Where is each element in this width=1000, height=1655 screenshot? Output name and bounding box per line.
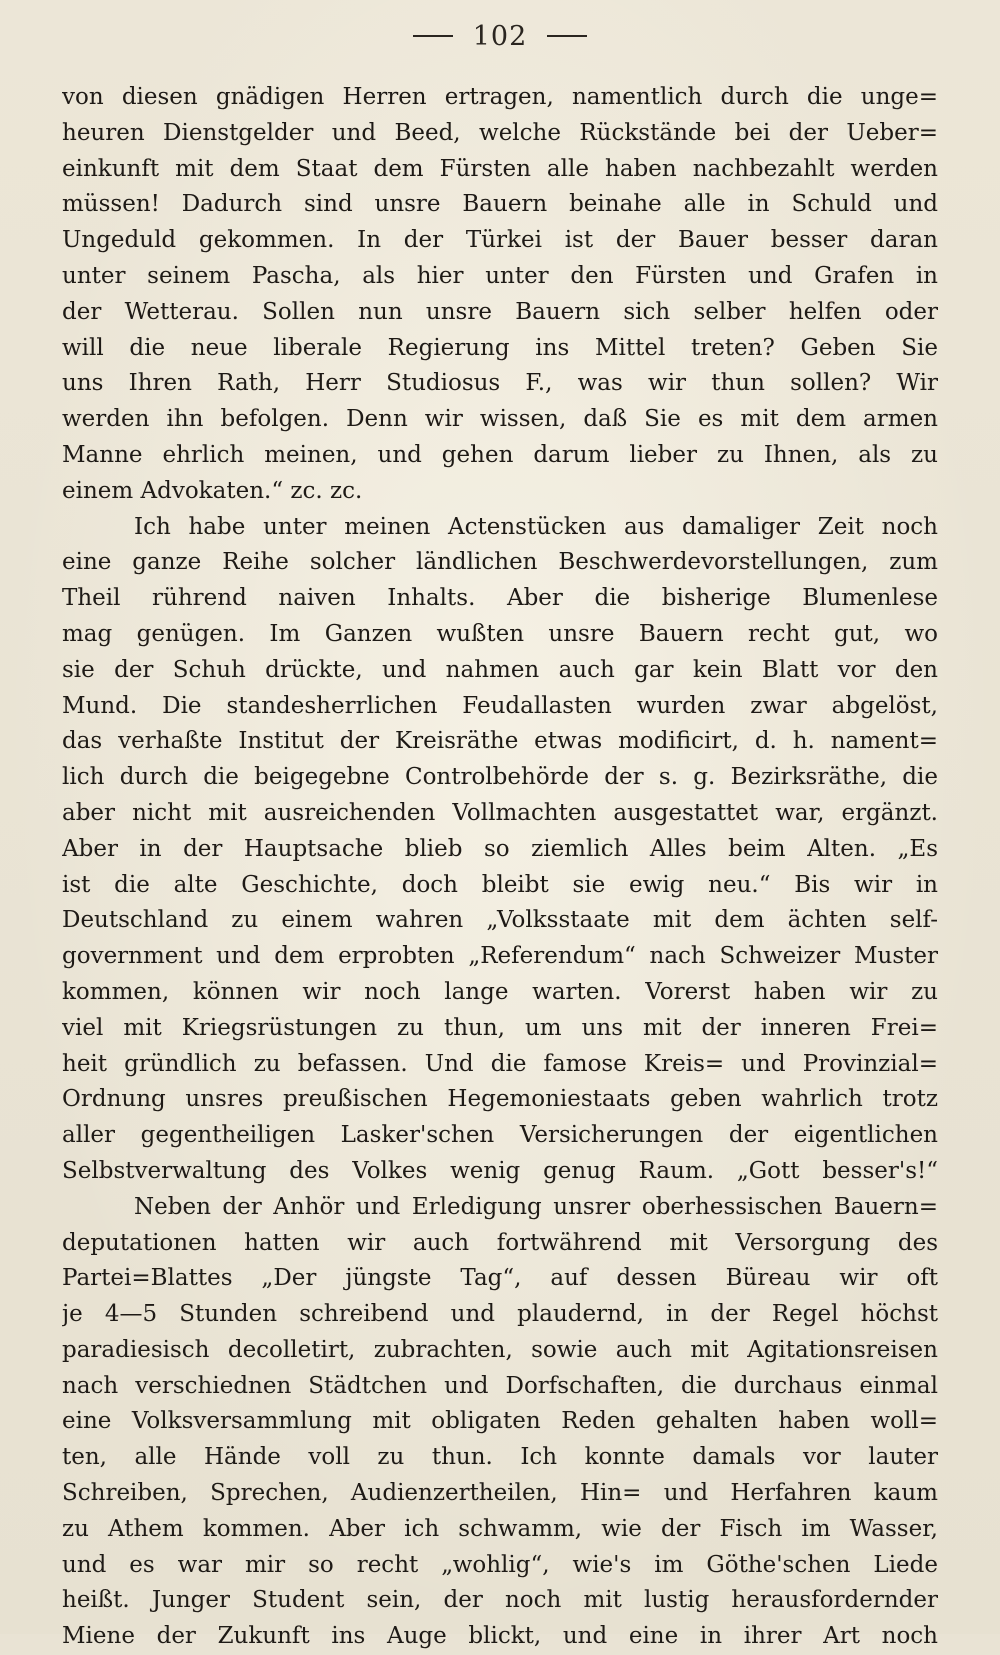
text-line: uns Ihren Rath, Herr Studiosus F., was wir thun sollen? Wir	[62, 370, 938, 397]
text-line: Partei=Blattes „Der jüngste Tag“, auf dessen Büreau wir oft	[62, 1265, 938, 1292]
page-header	[0, 14, 1000, 58]
text-line: Manne ehrlich meinen, und gehen darum lieber zu Ihnen, als zu	[62, 441, 938, 468]
text-line: paradiesisch decolletirt, zubrachten, sowie auch mit Agitationsreisen	[62, 1336, 938, 1363]
text-line: unter seinem Pascha, als hier unter den Fürsten und Grafen in	[62, 262, 938, 289]
text-line: müssen! Dadurch sind unsre Bauern beinahe alle in Schuld und	[62, 191, 938, 218]
page-number: 102	[472, 20, 528, 52]
text-line: werden ihn befolgen. Denn wir wissen, daß Sie es mit dem armen	[62, 406, 938, 433]
text-line: Miene der Zukunft ins Auge blickt, und eine in ihrer Art noch	[62, 1623, 938, 1650]
text-line: Ungeduld gekommen. In der Türkei ist der Bauer besser daran	[62, 227, 938, 254]
text-line: je 4—5 Stunden schreibend und plaudernd, in der Regel höchst	[62, 1301, 938, 1328]
text-line: einem Advokaten.“ zc. zc.	[62, 477, 363, 504]
text-line: viel mit Kriegsrüstungen zu thun, um uns mit der inneren Frei=	[62, 1014, 938, 1041]
text-line: von diesen gnädigen Herren ertragen, namentlich durch die unge=	[62, 84, 938, 110]
text-line: heit gründlich zu befassen. Und die famose Kreis= und Provinzial=	[62, 1050, 938, 1077]
text-line: Aber in der Hauptsache blieb so ziemlich Alles beim Alten. „Es	[62, 835, 938, 862]
text-line: Deutschland zu einem wahren „Volksstaate mit dem ächten self-	[62, 907, 938, 934]
text-line: ten, alle Hände voll zu thun. Ich konnte damals vor lauter	[62, 1444, 938, 1471]
text-line: sie der Schuh drückte, und nahmen auch gar kein Blatt vor den	[62, 656, 938, 683]
text-line: und es war mir so recht „wohlig“, wie's im Göthe'schen Liede	[62, 1551, 938, 1578]
text-line: mag genügen. Im Ganzen wußten unsre Bauern recht gut, wo	[62, 620, 938, 647]
paragraph-start-line: Neben der Anhör und Erledigung unsrer oberhessischen Bauern=	[134, 1193, 938, 1220]
text-line: will die neue liberale Regierung ins Mittel treten? Geben Sie	[62, 334, 938, 361]
header-dash-right	[547, 35, 587, 37]
text-line: Theil rührend naiven Inhalts. Aber die bisherige Blumenlese	[62, 585, 938, 612]
text-line: eine Volksversammlung mit obligaten Reden gehalten haben woll=	[62, 1408, 938, 1435]
text-line: nach verschiednen Städtchen und Dorfschaften, die durchaus einmal	[62, 1372, 938, 1399]
text-line: Schreiben, Sprechen, Audienzertheilen, Hin= und Herfahren kaum	[62, 1480, 938, 1507]
text-line: eine ganze Reihe solcher ländlichen Beschwerdevorstellungen, zum	[62, 549, 938, 576]
header-dash-left	[413, 35, 453, 37]
text-line: ist die alte Geschichte, doch bleibt sie ewig neu.“ Bis wir in	[62, 871, 938, 898]
text-line: einkunft mit dem Staat dem Fürsten alle haben nachbezahlt werden	[62, 155, 938, 182]
text-line: Mund. Die standesherrlichen Feudallasten wurden zwar abgelöst,	[62, 692, 938, 719]
text-line: kommen, können wir noch lange warten. Vorerst haben wir zu	[62, 978, 938, 1005]
text-line: Selbstverwaltung des Volkes wenig genug Raum. „Gott besser's!“	[62, 1157, 938, 1184]
text-line: zu Athem kommen. Aber ich schwamm, wie der Fisch im Wasser,	[62, 1515, 938, 1542]
text-line: deputationen hatten wir auch fortwährend mit Versorgung des	[62, 1229, 938, 1256]
text-line: heuren Dienstgelder und Beed, welche Rückstände bei der Ueber=	[62, 119, 938, 146]
text-line: Ordnung unsres preußischen Hegemoniestaats geben wahrlich trotz	[62, 1086, 938, 1113]
text-line: das verhaßte Institut der Kreisräthe etwas modificirt, d. h. nament=	[62, 728, 938, 755]
text-line: aber nicht mit ausreichenden Vollmachten ausgestattet war, ergänzt.	[62, 799, 938, 826]
text-line: der Wetterau. Sollen nun unsre Bauern sich selber helfen oder	[62, 298, 938, 325]
text-line: lich durch die beigegebne Controlbehörde der s. g. Bezirksräthe, die	[62, 764, 938, 791]
text-line: aller gegentheiligen Lasker'schen Versicherungen der eigentlichen	[62, 1122, 938, 1149]
paragraph-start-line: Ich habe unter meinen Actenstücken aus damaliger Zeit noch	[134, 513, 938, 540]
text-line: government und dem erprobten „Referendum“ nach Schweizer Muster	[62, 943, 938, 970]
body-text	[62, 80, 938, 1655]
text-line: heißt. Junger Student sein, der noch mit lustig herausfordernder	[62, 1587, 938, 1614]
